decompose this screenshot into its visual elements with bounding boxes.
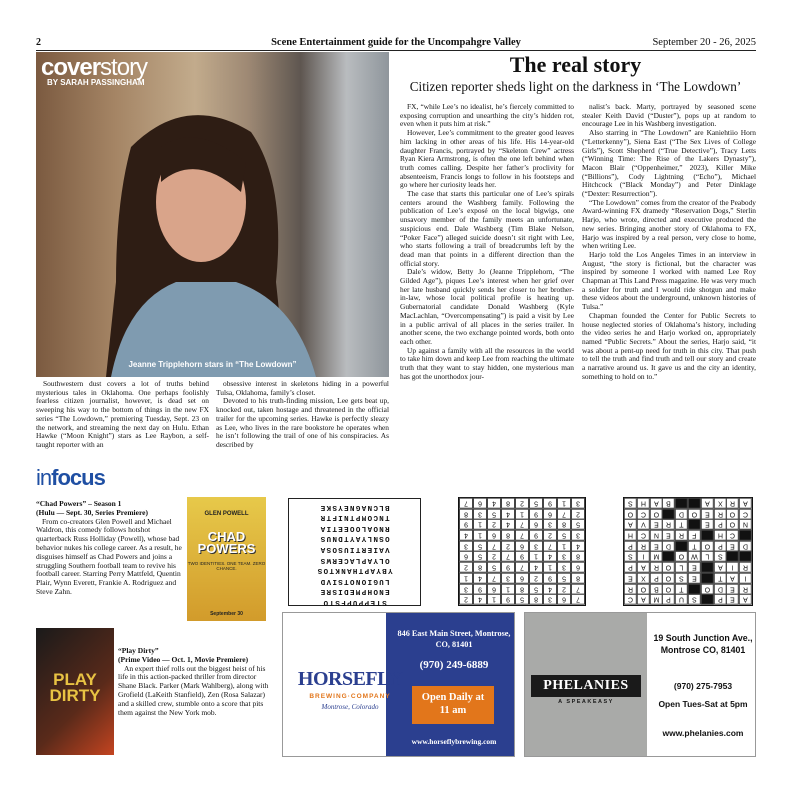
crossword-cell: S — [714, 551, 727, 562]
phelanies-address: 19 South Junction Ave., Montrose CO, 81401 — [653, 633, 753, 655]
phelanies-phone: (970) 275-7953 — [673, 681, 733, 691]
crossword-cell: P — [714, 541, 727, 552]
sudoku-cell: 8 — [571, 573, 585, 584]
sudoku-cell: 2 — [557, 584, 571, 595]
portrait-illustration — [36, 52, 389, 377]
crossword-cell: C — [637, 530, 650, 541]
word-search-row: TNCOMPTNIFTR — [319, 513, 390, 522]
crossword-cell: O — [662, 573, 675, 584]
sudoku-cell: 5 — [557, 573, 571, 584]
sudoku-cell: 3 — [543, 594, 557, 605]
crossword-cell: T — [714, 573, 727, 584]
sudoku-cell: 1 — [459, 573, 473, 584]
sudoku-cell: 5 — [515, 594, 529, 605]
crossword-cell — [701, 562, 714, 573]
sudoku-cell: 2 — [571, 509, 585, 520]
sudoku-cell: 1 — [557, 498, 571, 509]
crossword-cell: A — [739, 594, 752, 605]
sudoku-cell: 3 — [501, 573, 515, 584]
crossword-cell: O — [726, 519, 739, 530]
crossword-cell: A — [637, 562, 650, 573]
sudoku-cell: 7 — [515, 519, 529, 530]
sudoku-cell: 1 — [501, 584, 515, 595]
sudoku-cell: 8 — [571, 551, 585, 562]
crossword-cell: O — [662, 584, 675, 595]
sudoku-cell: 7 — [459, 498, 473, 509]
crossword-cell: P — [650, 573, 663, 584]
crossword-cell: E — [688, 562, 701, 573]
sudoku-cell: 6 — [557, 594, 571, 605]
sudoku-cell: 1 — [557, 541, 571, 552]
sudoku-cell: 1 — [543, 562, 557, 573]
crossword-cell: O — [675, 551, 688, 562]
sudoku-cell: 2 — [459, 594, 473, 605]
crossword-cell: E — [726, 584, 739, 595]
sudoku-cell: 9 — [529, 530, 543, 541]
sudoku-cell: 2 — [529, 573, 543, 584]
horsefly-phone: (970) 249-6889 — [419, 659, 489, 671]
crossword-cell — [688, 519, 701, 530]
headline: The real story — [509, 52, 642, 77]
crossword-cell: S — [624, 551, 637, 562]
sudoku-cell: 4 — [571, 541, 585, 552]
cover-photo — [36, 52, 389, 377]
crossword-cell: A — [637, 594, 650, 605]
horsefly-ad: HORSEFLY BREWING·COMPANY Montrose, Colorado 846 East Main Street, Montrose, CO, 81401 (970) 249-6889 Open Daily at 11 am www.horseflybrewing.com — [282, 612, 515, 757]
crossword-cell: A — [726, 573, 739, 584]
crossword-cell: M — [650, 551, 663, 562]
sudoku-cell: 1 — [515, 509, 529, 520]
crossword-cell: E — [726, 594, 739, 605]
crossword-cell: B — [650, 584, 663, 595]
crossword-cell: E — [650, 541, 663, 552]
sudoku-cell: 1 — [529, 551, 543, 562]
sudoku-cell: 2 — [487, 519, 501, 530]
crossword-cell: W — [688, 551, 701, 562]
subheadline: Citizen reporter sheds light on the darkness in ‘The Lowdown’ — [409, 79, 742, 94]
crossword-cell: M — [650, 594, 663, 605]
sudoku-cell: 3 — [529, 541, 543, 552]
crossword-cell — [662, 509, 675, 520]
crossword-cell: P — [662, 594, 675, 605]
crossword-cell: H — [637, 498, 650, 509]
infocus-label: infocus — [36, 465, 105, 490]
crossword-cell: E — [688, 573, 701, 584]
crossword-cell: H — [624, 530, 637, 541]
word-search-puzzle — [288, 498, 421, 606]
sudoku-cell: 3 — [473, 509, 487, 520]
crossword-cell: I — [726, 562, 739, 573]
sudoku-cell: 4 — [487, 498, 501, 509]
article-column-3: FX, “while Lee’s no idealist, he’s fiercely committed to exposing corruption and unearthing the city’s hidden rot, even when it puts him at risk.” However, Lee’s commitment to the greater good leaves him lacking in other areas of his life. His 14-year-old daughter Francis, portrayed by “Skeleton Crew” actress Ryan Kiera Armstrong, is often the one left behind when truth comes calling. Despite her father’s proclivity for absenteeism, Francis longs to follow in his footsteps and go where her curiosity leads her. The case that starts this particular one of Lee’s spirals centers around the Washberg family. Following the publication of Lee’s exposé on the local bigwigs, one unsavory member of the family meets an unfortunate, suspicious end. Dale Washberg (Tim Blake Nelson, “Poker Face”) alleged suicide doesn’t sit right with Lee, who starts following a trail of breadcrumbs left by the dead man that points in a different direction than the official story. Dale’s widow, Betty Jo (Jeanne Tripplehorn, “The Gilded Age”), piques Lee’s interest when her grief over her late husband quickly sends her closer to her brother-in-law, whose local political profile is heating up. Gubernatorial candidate Donald Washberg (Kyle MacLachlan, “Overcompensating”) is paid a visit by Lee in a public arrival of all places in the series trailer. In another scene, the two exchange pointed words, both onto each other. Up against a family with all the resources in the world to take him down and keep Lee from reaching the ultimate truth that they want to stay hidden, one mysterious man has got the unorthodox jour- — [400, 102, 574, 381]
crossword-cell: R — [714, 509, 727, 520]
word-search-row: OLYAPLACERWS — [319, 555, 390, 564]
word-search-row: LUGIONOTSIVD — [319, 576, 390, 585]
horsefly-logo: HORSEFLY — [297, 668, 403, 690]
crossword-cell: T — [675, 584, 688, 595]
word-search-row: YBYAPTHANKTOS — [316, 566, 393, 575]
cover-story-label: coverstory — [41, 54, 148, 81]
sudoku-cell: 7 — [543, 541, 557, 552]
crossword-cell: L — [701, 551, 714, 562]
sudoku-cell: 6 — [529, 519, 543, 530]
crossword-cell: A — [714, 562, 727, 573]
crossword-cell — [739, 551, 752, 562]
sudoku-cell: 7 — [557, 509, 571, 520]
sudoku-cell: 9 — [459, 519, 473, 530]
crossword-cell — [675, 541, 688, 552]
sudoku-cell: 9 — [515, 551, 529, 562]
publication-title: Scene Entertainment guide for the Uncompahgre Valley — [271, 37, 521, 48]
sudoku-cell: 4 — [473, 573, 487, 584]
sudoku-cell: 3 — [459, 584, 473, 595]
crossword-cell: H — [714, 530, 727, 541]
sudoku-cell: 1 — [473, 530, 487, 541]
crossword-cell: O — [701, 541, 714, 552]
crossword-cell: U — [675, 594, 688, 605]
sudoku-cell: 6 — [515, 573, 529, 584]
crossword-cell: L — [675, 562, 688, 573]
sudoku-cell: 5 — [473, 541, 487, 552]
crossword-cell — [688, 498, 701, 509]
word-search-row: OSNLYAYTDNUS — [319, 534, 390, 543]
crossword-cell — [726, 551, 739, 562]
crossword-cell: I — [739, 573, 752, 584]
sudoku-cell: 8 — [515, 584, 529, 595]
sudoku-cell: 8 — [529, 594, 543, 605]
crossword-cell: O — [662, 562, 675, 573]
sudoku-cell: 6 — [487, 584, 501, 595]
crossword-cell: P — [714, 519, 727, 530]
sudoku-cell: 4 — [501, 519, 515, 530]
crossword-cell — [701, 530, 714, 541]
sudoku-cell: 3 — [571, 530, 585, 541]
crossword-cell: S — [688, 594, 701, 605]
sudoku-cell: 4 — [543, 584, 557, 595]
crossword-cell — [675, 498, 688, 509]
sudoku-puzzle — [458, 497, 586, 606]
crossword-cell: A — [650, 498, 663, 509]
sudoku-cell: 7 — [515, 530, 529, 541]
crossword-cell: R — [739, 584, 752, 595]
sudoku-cell: 8 — [501, 530, 515, 541]
phelanies-url: www.phelanies.com — [662, 728, 744, 738]
crossword-cell: S — [624, 498, 637, 509]
sudoku-cell: 7 — [487, 573, 501, 584]
sudoku-cell: 8 — [459, 509, 473, 520]
crossword-cell: X — [637, 573, 650, 584]
crossword-cell — [701, 594, 714, 605]
sudoku-cell: 5 — [529, 498, 543, 509]
crossword-cell: R — [739, 562, 752, 573]
cover-byline: BY SARAH PASSINGHAM — [47, 78, 145, 87]
article-column-1: Southwestern dust covers a lot of truths behind mysterious tales in Oklahoma. One perhaps foolishly fearless citizen journalist, however, is dead set on sweeping his way to the bottom of things in the new FX series “The Lowdown,” premiering Tuesday, Sept. 23 on the network, and streaming the next day on Hulu. Ethan Hawke (“Moon Knight”) stars as Lee Raybon, a self-taught reporter with an — [36, 379, 209, 449]
play-dirty-poster: PLAY DIRTY — [36, 628, 114, 755]
horsefly-hours: Open Daily at 11 am — [412, 686, 494, 724]
sudoku-cell: 1 — [487, 594, 501, 605]
sudoku-cell: 3 — [459, 541, 473, 552]
sudoku-cell: 4 — [473, 594, 487, 605]
crossword-cell — [688, 584, 701, 595]
sudoku-cell: 5 — [487, 509, 501, 520]
article-column-4: nalist’s back. Marty, portrayed by seasoned scene stealer Keith David (“Duster”), pops up at random to encourage Lee in his Washberg investigation. Also starring in “The Lowdown” are Kaniehtiio Horn (“Letterkenny”), Siena East (“The Sex Lives of College Girls”), Scott Shepherd (“True Detective”), Tracy Letts (“Winning Time: The Rise of the Lakers Dynasty”), Macon Blair (“Oppenheimer,” 2023), Killer Mike (“Billions”), Cody Lightning (“Echo”), Michael Hitchcock (“Black Monday”) and Peter Dinklage (“Dexter: Resurrection”). “The Lowdown” comes from the creator of the Peabody Award-winning FX dramedy “Reservation Dogs,” Sterlin Harjo, who wrote, directed and executive produced the new series. Bringing another story of Oklahoma to FX, Harjo was inspired by a real person, very close to home, when writing Lee. Harjo told the Los Angeles Times in an interview in August, “the story is fictional, but the character was inspired by someone I worked with named Lee Roy Chapman at This Land Press magazine. He was very much a soldier for truth and I would ride shotgun and make these videos about the underground, unknown histories of Tulsa.” Chapman founded the Center for Public Secrets to house neglected stories of Oklahoma’s history, including the video series he and Harjo worked on, appropriately named “Public Secrets.” About the series, Harjo said, “it was about a pent-up need for truth in this city. That push to tell the truth and find truth and tell our story and create a narrative around us. It gave us and the city an identity, something to hold on to.” — [582, 102, 756, 381]
sudoku-cell: 1 — [473, 519, 487, 530]
sudoku-cell: 7 — [515, 562, 529, 573]
sudoku-cell: 3 — [557, 551, 571, 562]
sudoku-cell: 8 — [557, 519, 571, 530]
word-search-row: STEPPUPFSTO — [322, 597, 387, 606]
sudoku-cell: 3 — [557, 562, 571, 573]
crossword-cell: N — [739, 519, 752, 530]
horsefly-address: 846 East Main Street, Montrose, CO, 81401 — [397, 629, 511, 649]
crossword-cell: E — [701, 509, 714, 520]
sudoku-cell: 9 — [501, 562, 515, 573]
crossword-cell — [739, 530, 752, 541]
crossword-cell: C — [739, 509, 752, 520]
crossword-cell: X — [714, 498, 727, 509]
crossword-cell: A — [624, 519, 637, 530]
sudoku-cell: 9 — [543, 573, 557, 584]
sudoku-cell: 6 — [515, 541, 529, 552]
word-search-row: VAIERTIUSOSA — [319, 544, 390, 553]
sudoku-cell: 3 — [543, 519, 557, 530]
sudoku-cell: 8 — [501, 498, 515, 509]
word-search-row: ENOHPMEDISRE — [319, 587, 390, 596]
crossword-cell: R — [637, 541, 650, 552]
crossword-cell: E — [726, 541, 739, 552]
sudoku-cell: 3 — [571, 498, 585, 509]
crossword-cell: O — [726, 509, 739, 520]
issue-date: September 20 - 26, 2025 — [652, 37, 756, 48]
infocus-item-2: “Play Dirty” (Prime Video — Oct. 1, Movie Premiere) An expert thief rolls out the biggest heist of his life in this action-packed thriller from director Shane Black. Parker (Mark Wahlberg), along with Grofield (LaKeith Stanfield), Zen (Rosa Salazar) and a skilled crew, stumble onto a score that pits them against the New York mob. — [118, 646, 269, 717]
crossword-cell: R — [624, 584, 637, 595]
crossword-cell: O — [650, 509, 663, 520]
crossword-cell: E — [650, 519, 663, 530]
crossword-cell: O — [637, 584, 650, 595]
sudoku-cell: 4 — [501, 509, 515, 520]
crossword-cell: S — [675, 573, 688, 584]
sudoku-cell: 2 — [487, 551, 501, 562]
sudoku-cell: 4 — [459, 530, 473, 541]
crossword-cell: R — [650, 562, 663, 573]
sudoku-cell: 7 — [501, 551, 515, 562]
crossword-cell: C — [726, 530, 739, 541]
crossword-cell: R — [726, 498, 739, 509]
word-search-row: RNOALOOEETIA — [319, 523, 390, 532]
sudoku-cell: 6 — [571, 562, 585, 573]
crossword-puzzle — [623, 497, 753, 606]
crossword-cell: R — [675, 530, 688, 541]
sudoku-cell: 5 — [557, 530, 571, 541]
crossword-cell: E — [624, 573, 637, 584]
crossword-cell: E — [701, 519, 714, 530]
sudoku-cell: 6 — [459, 551, 473, 562]
sudoku-cell: 9 — [543, 498, 557, 509]
sudoku-cell: 8 — [473, 562, 487, 573]
crossword-cell — [662, 551, 675, 562]
sudoku-cell: 9 — [501, 594, 515, 605]
page-number: 2 — [36, 37, 41, 48]
crossword-cell: O — [624, 509, 637, 520]
sudoku-cell: 6 — [543, 509, 557, 520]
sudoku-cell: 5 — [487, 562, 501, 573]
sudoku-cell: 6 — [473, 498, 487, 509]
chad-powers-poster: GLEN POWELL CHAD POWERS TWO IDENTITIES. ONE TEAM. ZERO CHANCE. September 30 — [187, 497, 266, 621]
sudoku-cell: 9 — [473, 584, 487, 595]
sudoku-cell: 4 — [543, 551, 557, 562]
crossword-cell: D — [739, 541, 752, 552]
sudoku-cell: 5 — [529, 584, 543, 595]
sudoku-cell: 5 — [473, 551, 487, 562]
crossword-cell: N — [650, 530, 663, 541]
crossword-cell: O — [688, 509, 701, 520]
horsefly-url: www.horseflybrewing.com — [411, 737, 497, 746]
phelanies-logo: PHELANIES — [531, 675, 641, 697]
sudoku-cell: 6 — [487, 530, 501, 541]
crossword-cell: T — [675, 519, 688, 530]
crossword-cell: A — [739, 498, 752, 509]
sudoku-cell: 2 — [515, 498, 529, 509]
crossword-cell: I — [637, 551, 650, 562]
phelanies-hours: Open Tues-Sat at 5pm — [658, 699, 748, 709]
sudoku-cell: 7 — [571, 594, 585, 605]
sudoku-cell: 7 — [487, 541, 501, 552]
crossword-cell: E — [662, 530, 675, 541]
crossword-cell: T — [688, 541, 701, 552]
crossword-cell: D — [675, 509, 688, 520]
crossword-cell: D — [714, 584, 727, 595]
crossword-cell: B — [662, 498, 675, 509]
crossword-cell: D — [662, 541, 675, 552]
crossword-cell: O — [701, 584, 714, 595]
crossword-cell: F — [688, 530, 701, 541]
crossword-cell: P — [624, 541, 637, 552]
crossword-cell: V — [637, 519, 650, 530]
article-column-2: obsessive interest in skeletons hiding in a powerful Tulsa, Oklahoma, family’s closet. Devoted to his truth-finding mission, Lee gets beat up, knocked out, taken hostage and threatened in the official trailer for the upcoming series. Hawke is perfectly sleazy as Lee, who lives in the rare bookstore he operates when he isn’t following the trail of one of his conspiracies. As described by — [216, 379, 389, 449]
phelanies-ad: PHELANIES A SPEAKEASY 19 South Junction Ave., Montrose CO, 81401 (970) 275-7953 Open Tues-Sat at 5pm www.phelanies.com — [524, 612, 756, 757]
photo-caption: Jeanne Tripplehorn stars in “The Lowdown” — [128, 360, 297, 369]
sudoku-cell: 9 — [529, 509, 543, 520]
infocus-item-1: “Chad Powers” – Season 1 (Hulu — Sept. 30, Series Premiere) From co-creators Glen Powell and Michael Waldron, this comedy follows hotshot quarterback Russ Holliday (Powell), whose bad behavior nukes his college career. As a result, he disguises himself as Chad Powers and joins a struggling Southern football team to revive his football career. Starring Perry Mattfeld, Quentin Plair, Wynn Everett, Frankie A. Rodriguez and Steve Zahn. — [36, 499, 182, 596]
crossword-cell: A — [701, 498, 714, 509]
crossword-cell — [701, 573, 714, 584]
sudoku-cell: 7 — [571, 584, 585, 595]
sudoku-cell: 4 — [529, 562, 543, 573]
crossword-cell: C — [637, 509, 650, 520]
sudoku-cell: 2 — [459, 562, 473, 573]
word-search-row: BLCNAGNEYSKE — [319, 502, 390, 511]
sudoku-cell: 5 — [571, 519, 585, 530]
sudoku-cell: 2 — [501, 541, 515, 552]
crossword-cell: C — [624, 594, 637, 605]
sudoku-cell: 2 — [543, 530, 557, 541]
crossword-cell: P — [624, 562, 637, 573]
header-rule — [36, 50, 756, 51]
crossword-cell: P — [714, 594, 727, 605]
crossword-cell: R — [662, 519, 675, 530]
